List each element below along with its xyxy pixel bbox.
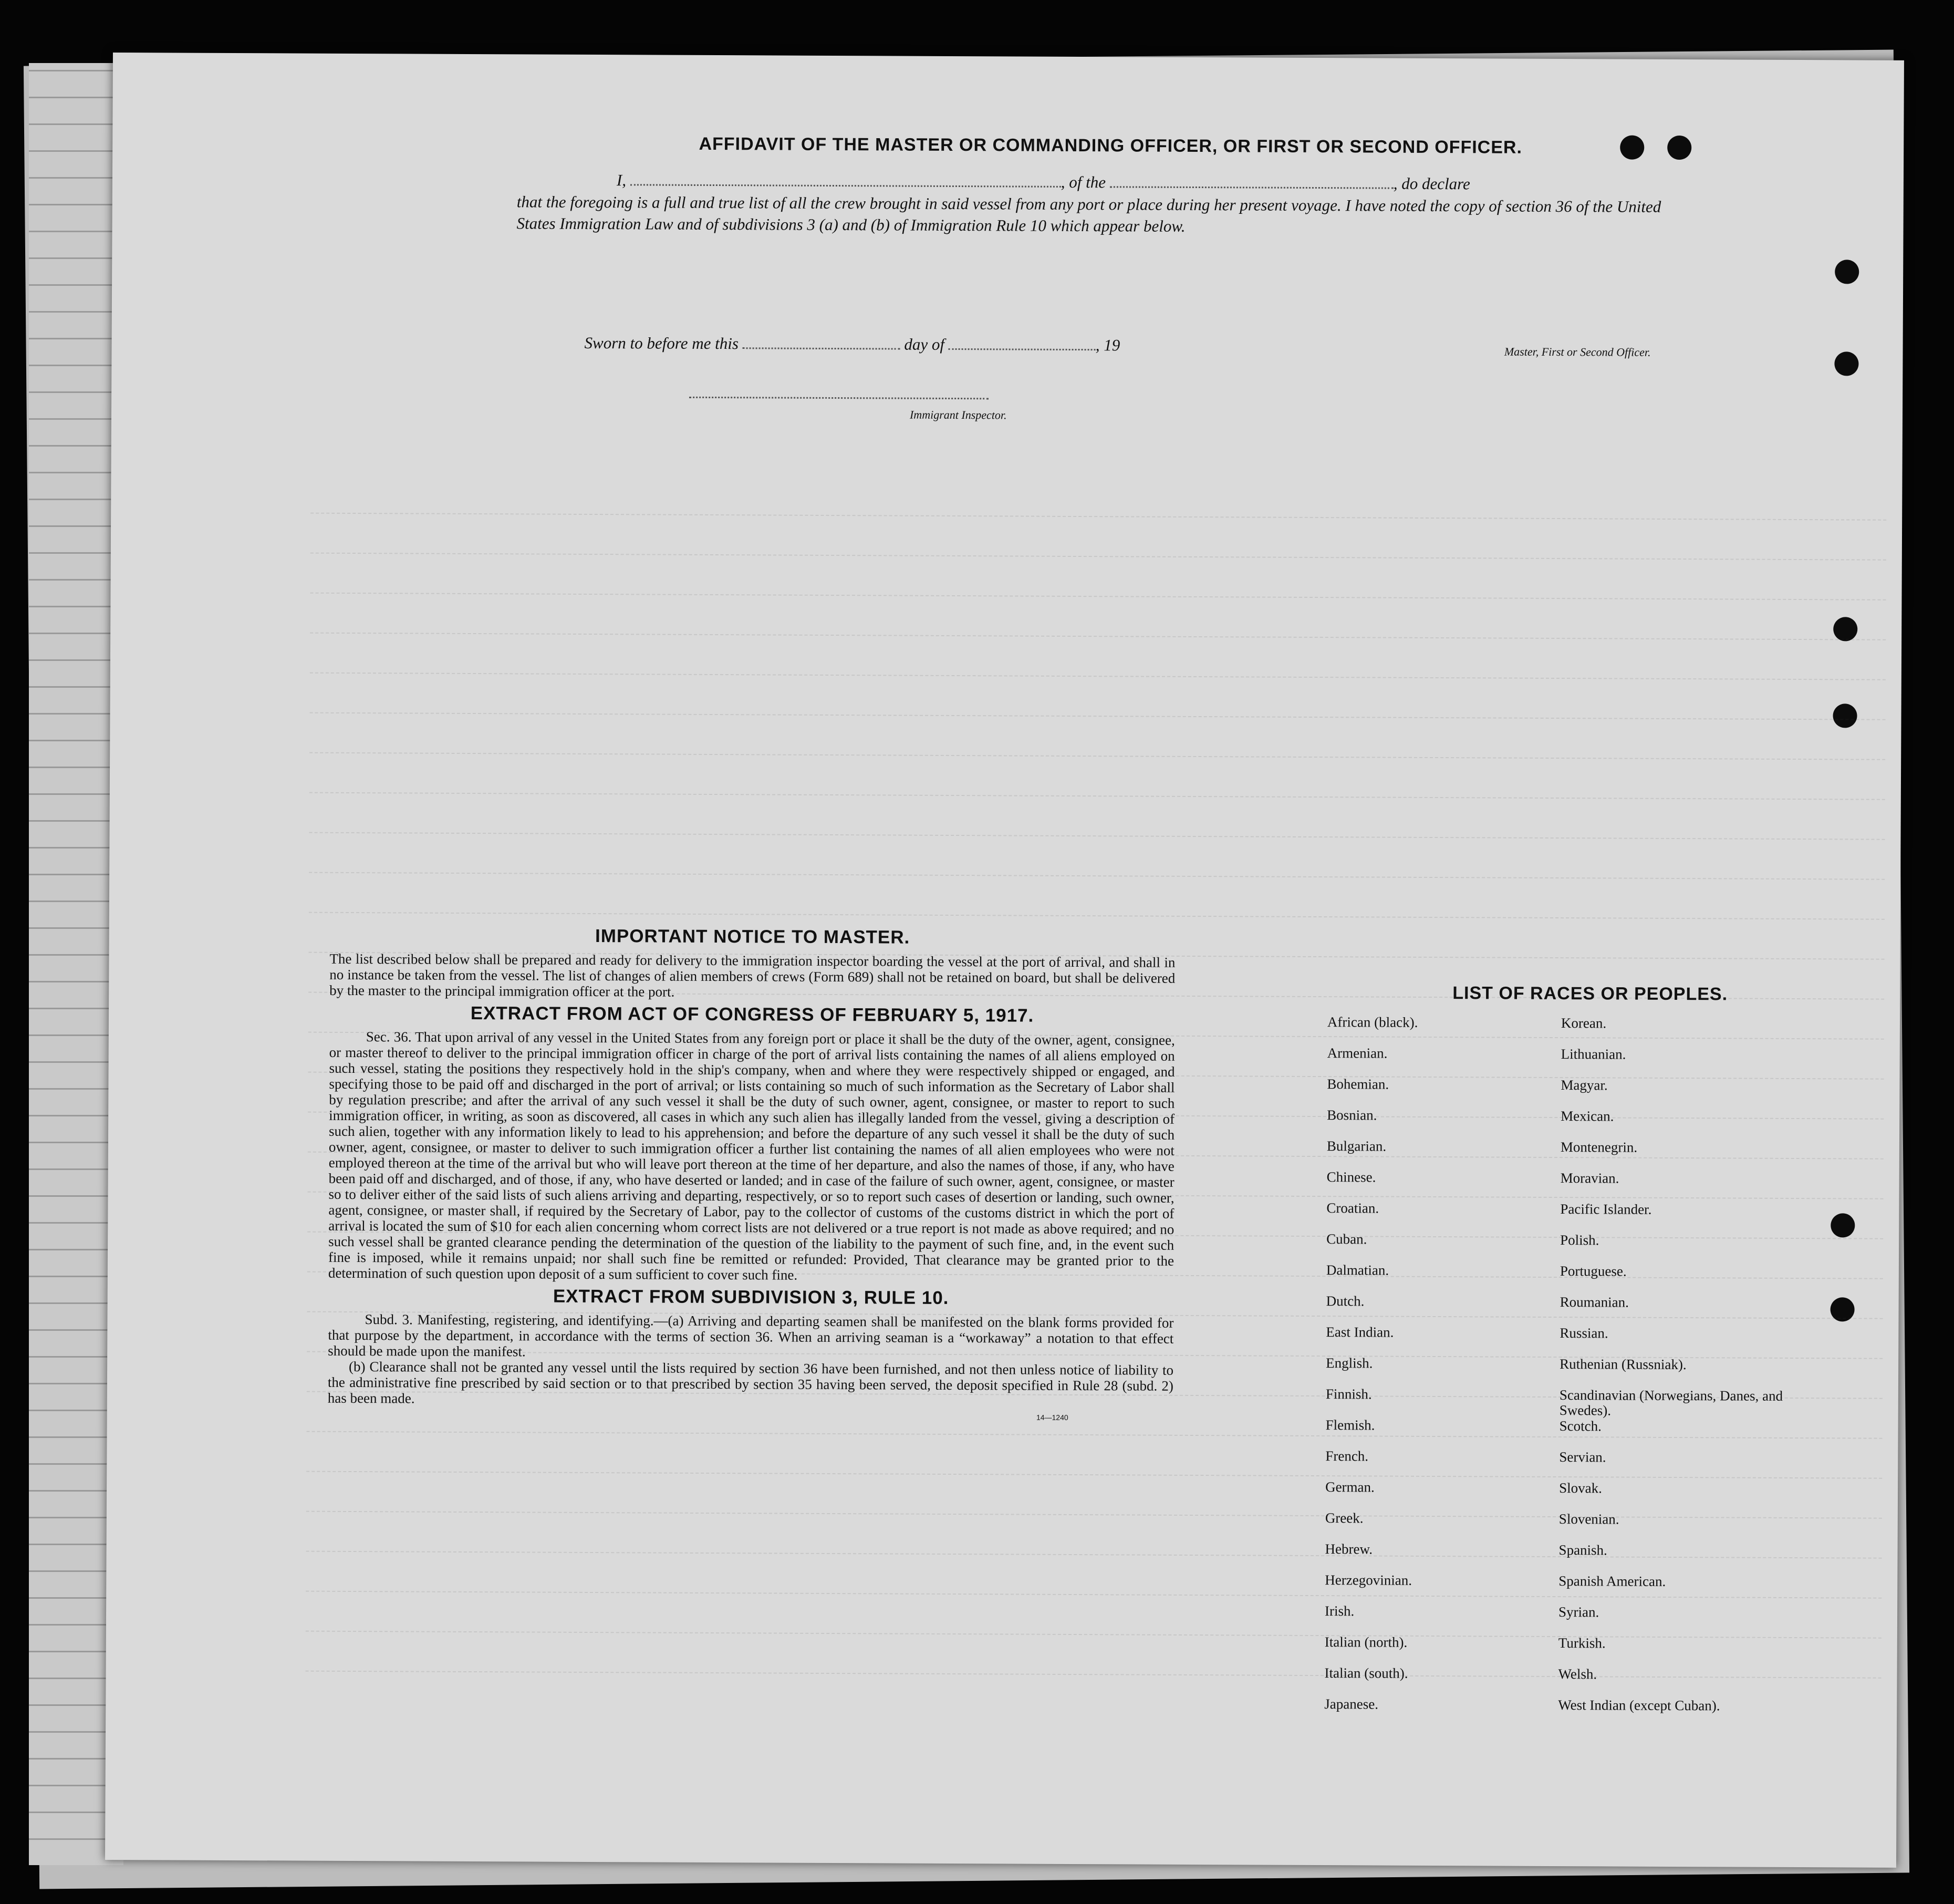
race-item: East Indian. <box>1326 1324 1394 1340</box>
rule-text-b: (b) Clearance shall not be granted any vessel until the lists required by section 36 have been furnished, and not then unless notice of liability to the administrative fine prescribed by said section or to that prescribed by section 35 having been served, the deposit specified in Rule 28 (subd. 2) has been made. <box>327 1358 1174 1406</box>
rule-heading: EXTRACT FROM SUBDIVISION 3, RULE 10. <box>553 1286 949 1308</box>
instructions-column <box>328 920 1176 1422</box>
document-sheet <box>105 53 1904 1868</box>
vessel-blank[interactable] <box>1110 171 1394 189</box>
race-item: Chinese. <box>1326 1169 1376 1185</box>
race-item: Hebrew. <box>1325 1541 1373 1557</box>
races-section <box>1324 982 1790 1730</box>
race-item: Finnish. <box>1325 1386 1372 1402</box>
inspector-signature-blank[interactable] <box>689 397 989 399</box>
race-item: Korean. <box>1561 1015 1607 1031</box>
sworn-line <box>585 333 1120 355</box>
race-item: Welsh. <box>1558 1666 1597 1682</box>
act-heading: EXTRACT FROM ACT OF CONGRESS OF FEBRUARY 5, 1917. <box>470 1002 1034 1026</box>
race-item: Scotch. <box>1559 1418 1602 1434</box>
race-item: Servian. <box>1559 1449 1606 1465</box>
name-blank[interactable] <box>630 169 1061 188</box>
race-item: Slovenian. <box>1558 1511 1619 1527</box>
form-code: 14—1240 <box>1036 1413 1068 1422</box>
race-item: Spanish. <box>1558 1542 1607 1558</box>
affidavit-body: that the foregoing is a full and true list of all the crew brought in said vessel from any port or place during her present voyage. I have noted the copy of section 36 of the United States Immigration Law and of subdivisions 3 (a) and (b) of Immigration Rule 10 which appear below. <box>516 192 1661 235</box>
race-item: Irish. <box>1325 1603 1355 1619</box>
race-item: Flemish. <box>1325 1417 1375 1433</box>
race-item: Italian (north). <box>1324 1634 1408 1650</box>
race-item: Slovak. <box>1559 1480 1602 1496</box>
race-item: Spanish American. <box>1558 1573 1666 1589</box>
master-signature-label: Master, First or Second Officer. <box>1504 345 1651 359</box>
race-item: English. <box>1326 1355 1373 1371</box>
sworn-day-blank[interactable] <box>743 334 900 349</box>
punch-hole <box>1835 260 1859 284</box>
race-item: Pacific Islander. <box>1560 1201 1652 1217</box>
races-column-2 <box>1553 1016 1790 1730</box>
race-item: Bulgarian. <box>1326 1138 1387 1154</box>
race-item: Dutch. <box>1326 1293 1365 1309</box>
notice-text: The list described below shall be prepared and ready for delivery to the immigration inspector boarding the vessel at the port of arrival, and shall in no instance be taken from the vessel. The list of changes of alien members of crews (Form 689) shall not be retained on board, but shall be delivered by the master to the principal immigration officer at the port. <box>329 950 1176 1000</box>
sworn-month-blank[interactable] <box>949 335 1096 350</box>
rule-text-a: Subd. 3. Manifesting, registering, and identifying.—(a) Arriving and departing seamen shall be manifested on the blank forms provided for that purpose by the department, in accordance with the terms of section 36. When an arriving seaman is a “workaway” a notation to that effect should be made upon the manifest. <box>328 1311 1174 1360</box>
race-item: Scandinavian (Norwegians, Danes, and Swedes). <box>1559 1387 1783 1419</box>
race-item: Polish. <box>1560 1232 1599 1248</box>
race-item: Bohemian. <box>1327 1076 1389 1092</box>
race-item: Syrian. <box>1558 1604 1599 1620</box>
race-item: African (black). <box>1327 1014 1418 1030</box>
race-item: Croatian. <box>1326 1200 1379 1216</box>
race-item: Roumanian. <box>1560 1294 1629 1310</box>
race-item: Portuguese. <box>1560 1263 1627 1279</box>
race-item: Ruthenian (Russniak). <box>1560 1356 1687 1373</box>
race-item: Russian. <box>1560 1325 1608 1341</box>
day-of-label: day of <box>904 335 945 354</box>
races-list <box>1324 1015 1790 1730</box>
act-text: Sec. 36. That upon arrival of any vessel in the United States from any foreign port or place it shall be the duty of the owner, agent, consignee, or master thereof to deliver to the principal immigration officer in charge of the port of arrival lists containing the names of all aliens employed on such vessel, stating the positions they respectively hold in the ship's company, when and where they were respectively shipped or engaged, and specifying those to be paid off and discharged in the port of arrival; or lists containing so much of such information as the Secretary of Labor shall by regulation prescribe; and after the arrival of any such vessel it shall be the duty of such owner, agent, consignee, or master to report to such immigration officer, in writing, as soon as discovered, all cases in which any such alien has illegally landed from the vessel, giving a description of such alien, together with any information likely to lead to his apprehension; and before the departure of any such vessel it shall be the duty of such owner, agent, consignee, or master to deliver to such immigration officer a further list containing the names of all alien employees who were not employed thereon at the time of the arrival but who will leave port thereon at the time of her departure, and also the names of those, if any, who have been paid off and discharged, and of those, if any, who have deserted or landed; and in case of the failure of such owner, agent, consignee, or master so to deliver either of the said lists of such aliens arriving and departing, respectively, or so to report such cases of desertion or landing, such owner, agent, consignee, or master shall, if required by the Secretary of Labor, pay to the collector of customs of the customs district in which the port of arrival is located the sum of $10 for each alien concerning whom correct lists are not delivered or a true report is not made as above required; and no such vessel shall be granted clearance pending the determination of the question of the liability to the payment of such fine, and, in the event such fine is imposed, while it remains unpaid; nor shall such fine be remitted or refunded: Provided, That clearance may be granted prior to the determination of such question upon deposit of a sum sufficient to cover such fine. <box>328 1029 1175 1283</box>
sworn-label: Sworn to before me this <box>584 333 739 353</box>
race-item: Italian (south). <box>1324 1665 1408 1681</box>
race-item: Mexican. <box>1561 1108 1614 1124</box>
race-item: French. <box>1325 1448 1369 1464</box>
race-item: Turkish. <box>1558 1635 1606 1651</box>
notice-heading: IMPORTANT NOTICE TO MASTER. <box>595 926 910 948</box>
race-item: Montenegrin. <box>1560 1139 1638 1155</box>
races-title: LIST OF RACES OR PEOPLES. <box>1452 983 1728 1005</box>
race-item: Moravian. <box>1560 1170 1619 1186</box>
race-item: Magyar. <box>1561 1077 1608 1093</box>
race-item: Dalmatian. <box>1326 1262 1389 1278</box>
race-item: Bosnian. <box>1327 1107 1377 1123</box>
declarant-prefix: I, <box>616 171 627 190</box>
race-item: West Indian (except Cuban). <box>1558 1697 1720 1714</box>
year-label: , 19 <box>1095 336 1120 355</box>
races-column-1 <box>1324 1015 1556 1729</box>
race-item: Armenian. <box>1327 1045 1388 1061</box>
race-item: German. <box>1325 1479 1375 1495</box>
affidavit-title: AFFIDAVIT OF THE MASTER OR COMMANDING OFFICER, OR FIRST OR SECOND OFFICER. <box>699 133 1523 158</box>
race-item: Cuban. <box>1326 1231 1367 1247</box>
of-the-label: , of the <box>1061 172 1106 192</box>
race-item: Greek. <box>1325 1510 1364 1526</box>
race-item: Japanese. <box>1324 1696 1379 1712</box>
race-item: Lithuanian. <box>1561 1046 1626 1062</box>
punch-hole <box>1834 351 1858 376</box>
do-declare-label: , do declare <box>1393 174 1470 193</box>
inspector-label: Immigrant Inspector. <box>909 408 1007 422</box>
race-item: Herzegovinian. <box>1325 1572 1412 1588</box>
